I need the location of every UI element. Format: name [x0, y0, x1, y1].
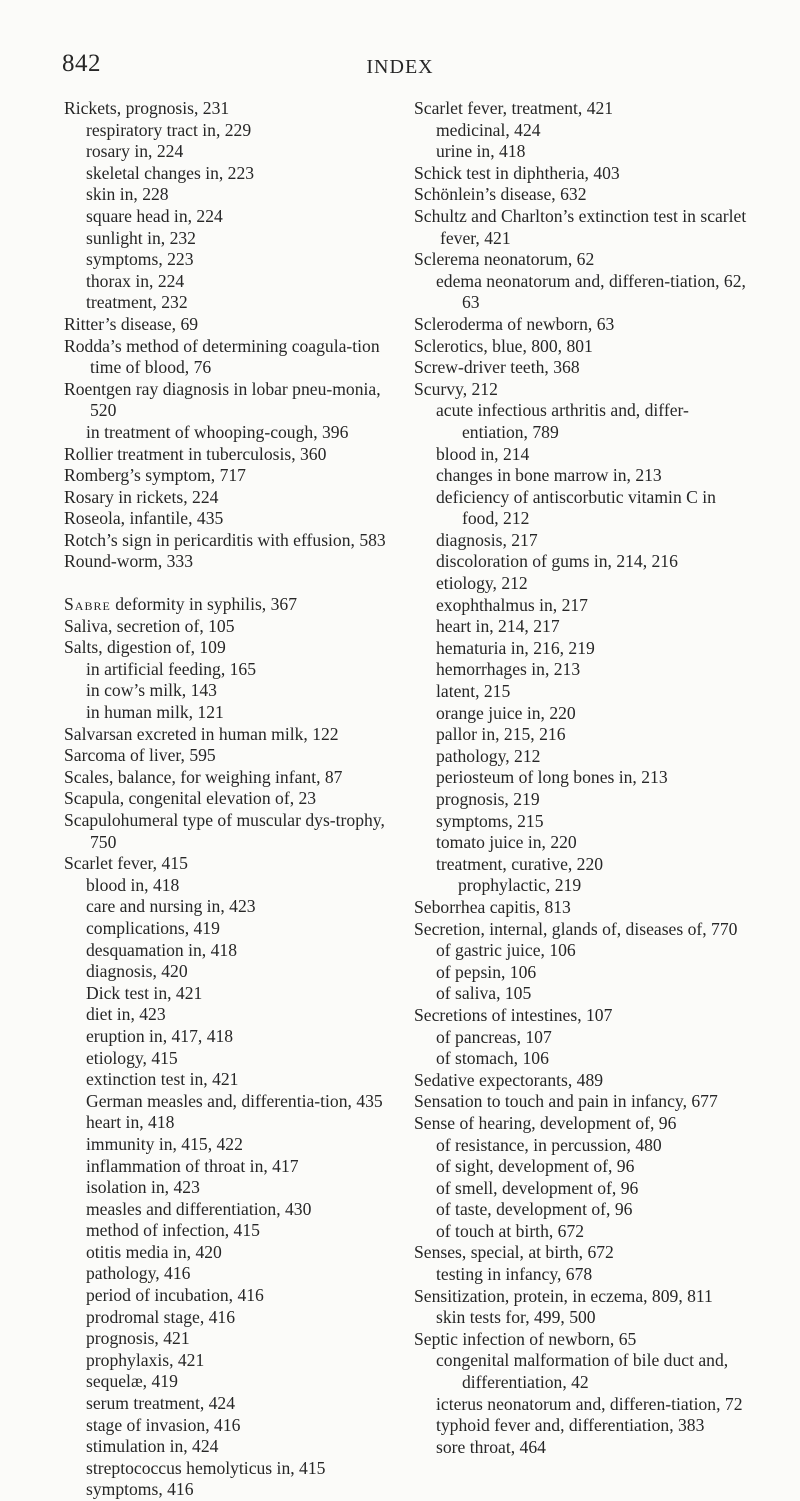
index-entry-text: deformity in syphilis, 367 — [110, 594, 297, 615]
index-entry-text: prognosis, 421 — [86, 1328, 190, 1349]
index-subentry — [64, 1350, 394, 1372]
index-subentry — [414, 1221, 752, 1243]
index-subentry — [64, 983, 394, 1005]
index-subentry — [64, 1436, 394, 1458]
index-entry-text: Seborrhea capitis, 813 — [414, 896, 571, 917]
index-subentry — [64, 875, 394, 897]
index-entry-text: hematuria in, 216, 219 — [436, 637, 595, 658]
index-subentry — [414, 1048, 752, 1070]
index-entry-text: Roentgen ray diagnosis in lobar pneu-monia, 520 — [64, 378, 381, 421]
index-entry — [64, 508, 394, 530]
index-entry — [64, 465, 394, 487]
index-entry-text: Sense of hearing, development of, 96 — [414, 1112, 677, 1133]
index-entry-text: Romberg’s symptom, 717 — [64, 465, 246, 486]
index-subentry — [414, 595, 752, 617]
index-entry — [414, 1070, 752, 1092]
index-entry — [414, 357, 752, 379]
index-entry-text: prophylactic, 219 — [458, 875, 582, 896]
index-entry-text: in artificial feeding, 165 — [86, 658, 257, 679]
index-entry-text: of smell, development of, 96 — [436, 1177, 639, 1198]
page-number: 842 — [62, 50, 101, 77]
index-entry-text: of sight, development of, 96 — [436, 1156, 635, 1177]
index-entry-text: testing in infancy, 678 — [436, 1264, 593, 1285]
index-subentry — [414, 724, 752, 746]
index-entry-text: heart in, 214, 217 — [436, 616, 560, 637]
index-entry — [64, 444, 394, 466]
index-entry-text: German measles and, differentia-tion, 435 — [86, 1090, 383, 1111]
index-subentry — [64, 1004, 394, 1026]
index-subentry — [414, 1394, 752, 1416]
index-entry-text: Sclerotics, blue, 800, 801 — [414, 335, 593, 356]
index-column-left — [64, 98, 394, 1501]
index-subentry — [414, 120, 752, 142]
index-entry-text: diagnosis, 420 — [86, 961, 188, 982]
index-subentry — [414, 616, 752, 638]
index-entry — [64, 616, 394, 638]
index-entry — [414, 897, 752, 919]
index-entry — [64, 637, 394, 659]
index-subentry — [64, 680, 394, 702]
index-entry-text: etiology, 212 — [436, 573, 528, 594]
index-entry-text: Round-worm, 333 — [64, 551, 194, 572]
index-subentry — [64, 1220, 394, 1242]
index-subentry — [414, 1350, 752, 1393]
index-entry-text: Scarlet fever, treatment, 421 — [414, 98, 614, 118]
index-entry-text: Ritter’s disease, 69 — [64, 313, 199, 334]
index-entry-text: measles and differentiation, 430 — [86, 1198, 312, 1219]
index-subentry — [414, 400, 752, 443]
index-entry — [414, 249, 752, 271]
index-entry — [64, 788, 394, 810]
index-entry-text: latent, 215 — [436, 681, 511, 702]
index-entry-text: symptoms, 215 — [436, 810, 544, 831]
index-subentry — [64, 184, 394, 206]
index-subentry — [414, 1135, 752, 1157]
index-entry-text: of pepsin, 106 — [436, 961, 537, 982]
index-entry-text: diagnosis, 217 — [436, 529, 538, 550]
index-subentry — [64, 228, 394, 250]
index-subentry — [414, 465, 752, 487]
index-entry-text: desquamation in, 418 — [86, 939, 237, 960]
index-subentry — [64, 1048, 394, 1070]
index-entry-text: hemorrhages in, 213 — [436, 659, 581, 680]
index-subentry — [64, 1263, 394, 1285]
index-entry-text: Sarcoma of liver, 595 — [64, 745, 216, 766]
index-subentry — [414, 703, 752, 725]
index-entry-text: Senses, special, at birth, 672 — [414, 1242, 614, 1263]
index-entry — [414, 1242, 752, 1264]
index-entry-text: Scleroderma of newborn, 63 — [414, 313, 615, 334]
index-entry — [64, 314, 394, 336]
index-entry-text: of touch at birth, 672 — [436, 1220, 585, 1241]
index-entry — [64, 487, 394, 509]
index-entry-text: in human milk, 121 — [86, 702, 224, 723]
index-entry — [414, 1286, 752, 1308]
index-entry-lead: Sabre — [64, 594, 111, 615]
index-entry — [414, 1113, 752, 1135]
index-entry-text: care and nursing in, 423 — [86, 896, 256, 917]
index-subentry — [64, 702, 394, 724]
index-entry-text: blood in, 214 — [436, 443, 530, 464]
index-entry-text: deficiency of antiscorbutic vitamin C in food, 212 — [436, 486, 716, 529]
index-entry-text: exophthalmus in, 217 — [436, 594, 588, 615]
index-subentry — [64, 163, 394, 185]
index-entry-text: Rickets, prognosis, 231 — [64, 98, 230, 118]
index-column-right — [414, 98, 752, 1458]
index-entry-text: respiratory tract in, 229 — [86, 119, 252, 140]
index-subentry — [414, 746, 752, 768]
index-subentry — [64, 1328, 394, 1350]
index-subentry — [414, 767, 752, 789]
index-subentry — [414, 811, 752, 833]
index-subentry — [414, 638, 752, 660]
index-entry-text: Septic infection of newborn, 65 — [414, 1328, 637, 1349]
index-subentry — [414, 875, 752, 897]
index-entry — [64, 767, 394, 789]
index-entry-text: pathology, 212 — [436, 745, 541, 766]
index-subentry — [64, 422, 394, 444]
index-entry-text: tomato juice in, 220 — [436, 832, 577, 853]
index-entry-text: of resistance, in percussion, 480 — [436, 1134, 662, 1155]
index-entry-text: sunlight in, 232 — [86, 227, 196, 248]
index-subentry — [64, 1199, 394, 1221]
index-entry-text: Sedative expectorants, 489 — [414, 1069, 604, 1090]
index-entry-text: medicinal, 424 — [436, 119, 541, 140]
index-entry-text: etiology, 415 — [86, 1047, 178, 1068]
index-entry-text: Secretion, internal, glands of, diseases of, 770 — [414, 918, 738, 939]
index-entry-text: edema neonatorum and, differen-tiation, 62, 63 — [436, 270, 746, 313]
index-entry — [414, 336, 752, 358]
index-entry-text: prophylaxis, 421 — [86, 1349, 205, 1370]
index-entry — [64, 379, 394, 422]
index-entry-text: extinction test in, 421 — [86, 1069, 239, 1090]
index-subentry — [414, 983, 752, 1005]
index-entry-text: icterus neonatorum and, differen-tiation, 72 — [436, 1393, 743, 1414]
index-entry — [414, 206, 752, 249]
index-entry-text: serum treatment, 424 — [86, 1393, 236, 1414]
index-entry-text: Rotch’s sign in pericarditis with effusion, 583 — [64, 529, 386, 550]
index-subentry — [414, 141, 752, 163]
index-subentry — [414, 271, 752, 314]
index-entry-text: blood in, 418 — [86, 874, 180, 895]
index-entry-text: heart in, 418 — [86, 1112, 175, 1133]
index-entry — [414, 163, 752, 185]
index-entry-text: Scarlet fever, 415 — [64, 853, 188, 874]
index-subentry — [64, 141, 394, 163]
index-entry-text: typhoid fever and, differentiation, 383 — [436, 1415, 705, 1436]
index-subentry — [414, 1264, 752, 1286]
index-subentry — [414, 659, 752, 681]
index-entry — [64, 530, 394, 552]
index-entry-text: streptococcus hemolyticus in, 415 — [86, 1457, 326, 1478]
index-entry-text: Dick test in, 421 — [86, 982, 203, 1003]
index-entry-text: inflammation of throat in, 417 — [86, 1155, 299, 1176]
index-entry-text: sequelæ, 419 — [86, 1371, 178, 1392]
index-subentry — [64, 1156, 394, 1178]
index-entry-text: Scales, balance, for weighing infant, 87 — [64, 766, 343, 787]
index-entry-text: method of infection, 415 — [86, 1220, 260, 1241]
index-subentry — [414, 1178, 752, 1200]
index-entry-text: Rollier treatment in tuberculosis, 360 — [64, 443, 327, 464]
index-subentry — [64, 1479, 394, 1501]
index-entry-text: of taste, development of, 96 — [436, 1199, 633, 1220]
index-subentry — [64, 1134, 394, 1156]
index-entry-text: period of incubation, 416 — [86, 1285, 264, 1306]
index-subentry — [64, 1026, 394, 1048]
index-entry-text: of gastric juice, 106 — [436, 940, 576, 961]
index-subentry — [64, 1415, 394, 1437]
index-entry-text: diet in, 423 — [86, 1004, 166, 1025]
index-entry-text: stage of invasion, 416 — [86, 1414, 241, 1435]
index-entry-text: pathology, 416 — [86, 1263, 191, 1284]
index-subentry — [64, 918, 394, 940]
index-subentry — [414, 681, 752, 703]
index-entry — [414, 314, 752, 336]
index-entry-text: Sclerema neonatorum, 62 — [414, 249, 595, 270]
index-entry-text: Schönlein’s disease, 632 — [414, 184, 587, 205]
index-subentry — [64, 271, 394, 293]
index-entry-text: urine in, 418 — [436, 141, 526, 162]
index-subentry — [64, 1393, 394, 1415]
index-subentry — [64, 1091, 394, 1113]
index-entry-text: in cow’s milk, 143 — [86, 680, 217, 701]
index-entry-text: Scapula, congenital elevation of, 23 — [64, 788, 317, 809]
index-subentry — [414, 444, 752, 466]
index-subentry — [414, 962, 752, 984]
index-entry-text: of stomach, 106 — [436, 1048, 549, 1069]
index-entry-text: of pancreas, 107 — [436, 1026, 552, 1047]
index-entry-text: Salvarsan excreted in human milk, 122 — [64, 723, 339, 744]
index-entry-text: sore throat, 464 — [436, 1436, 546, 1457]
index-entry-text: Rosary in rickets, 224 — [64, 486, 219, 507]
index-entry-text: Screw-driver teeth, 368 — [414, 357, 580, 378]
index-entry-text: skin tests for, 499, 500 — [436, 1307, 596, 1328]
index-subentry — [64, 292, 394, 314]
running-head: INDEX — [366, 56, 434, 78]
index-entry-text: eruption in, 417, 418 — [86, 1025, 234, 1046]
index-entry-text: periosteum of long bones in, 213 — [436, 767, 668, 788]
index-subentry — [64, 1458, 394, 1480]
index-subentry — [414, 1307, 752, 1329]
index-subentry — [414, 1027, 752, 1049]
index-subentry — [64, 1242, 394, 1264]
index-entry-text: Salts, digestion of, 109 — [64, 637, 226, 658]
index-entry-text: Secretions of intestines, 107 — [414, 1004, 613, 1025]
index-entry-text: symptoms, 416 — [86, 1479, 194, 1500]
index-entry-text: in treatment of whooping-cough, 396 — [86, 421, 349, 442]
index-entry — [64, 724, 394, 746]
index-subentry — [414, 1199, 752, 1221]
index-entry-text: immunity in, 415, 422 — [86, 1133, 243, 1154]
index-subentry — [414, 832, 752, 854]
index-entry — [414, 379, 752, 401]
index-entry-text: prodromal stage, 416 — [86, 1306, 236, 1327]
index-entry-text: square head in, 224 — [86, 205, 223, 226]
index-entry — [64, 853, 394, 875]
index-entry — [64, 745, 394, 767]
index-entry-text: symptoms, 223 — [86, 249, 194, 270]
index-entry-text: stimulation in, 424 — [86, 1436, 219, 1457]
index-subentry — [64, 1069, 394, 1091]
index-entry — [64, 810, 394, 853]
index-entry-text: prognosis, 219 — [436, 789, 540, 809]
index-entry-text: isolation in, 423 — [86, 1177, 200, 1198]
index-entry — [414, 1005, 752, 1027]
index-entry-text: Sensitization, protein, in eczema, 809, 811 — [414, 1285, 713, 1306]
index-subentry — [414, 1437, 752, 1459]
index-subentry — [64, 1285, 394, 1307]
index-entry — [414, 919, 752, 941]
index-entry — [414, 1329, 752, 1351]
index-subentry — [64, 1177, 394, 1199]
index-entry-text: skin in, 228 — [86, 184, 169, 205]
index-subentry — [64, 120, 394, 142]
index-subentry — [64, 206, 394, 228]
index-entry-text: orange juice in, 220 — [436, 702, 576, 723]
index-entry — [64, 551, 394, 573]
index-entry — [414, 184, 752, 206]
index-entry — [414, 1091, 752, 1113]
index-entry-text: acute infectious arthritis and, differ-entiation, 789 — [436, 400, 689, 442]
index-entry — [414, 98, 752, 120]
index-entry-text: Scapulohumeral type of muscular dys-trophy, 750 — [64, 810, 385, 852]
index-entry-text: congenital malformation of bile duct and, differentiation, 42 — [436, 1350, 729, 1393]
index-entry-text: otitis media in, 420 — [86, 1241, 222, 1262]
index-subentry — [64, 940, 394, 962]
index-subentry — [64, 1307, 394, 1329]
index-subentry — [64, 249, 394, 271]
index-entry-text: Roseola, infantile, 435 — [64, 508, 224, 529]
index-entry-text: thorax in, 224 — [86, 270, 185, 291]
index-subentry — [414, 1415, 752, 1437]
index-subentry — [64, 1371, 394, 1393]
index-subentry — [414, 789, 752, 811]
index-entry-text: Rodda’s method of determining coagula-tion time of blood, 76 — [64, 335, 380, 378]
index-subentry — [64, 1112, 394, 1134]
index-entry-text: of saliva, 105 — [436, 983, 532, 1004]
index-entry — [64, 336, 394, 379]
index-entry-text: Scurvy, 212 — [414, 378, 498, 399]
index-entry-text: treatment, 232 — [86, 292, 188, 313]
index-subentry — [414, 530, 752, 552]
index-entry-text: skeletal changes in, 223 — [86, 162, 255, 183]
index-subentry — [414, 487, 752, 530]
index-entry-text: Schultz and Charlton’s extinction test in scarlet fever, 421 — [414, 205, 747, 248]
index-subentry — [414, 573, 752, 595]
index-subentry — [414, 940, 752, 962]
index-entry-text: Sensation to touch and pain in infancy, 677 — [414, 1091, 718, 1112]
index-subentry — [64, 961, 394, 983]
index-entry-text: discoloration of gums in, 214, 216 — [436, 551, 678, 572]
index-entry-text: Schick test in diphtheria, 403 — [414, 162, 620, 183]
index-subentry — [414, 1156, 752, 1178]
index-entry — [64, 98, 394, 120]
index-entry-text: treatment, curative, 220 — [436, 853, 604, 874]
index-subentry — [64, 896, 394, 918]
index-entry-text: rosary in, 224 — [86, 141, 184, 162]
index-entry-text: changes in bone marrow in, 213 — [436, 465, 662, 486]
index-subentry — [414, 551, 752, 573]
index-subentry — [414, 854, 752, 876]
index-entry-text: Saliva, secretion of, 105 — [64, 615, 235, 636]
index-entry-text: pallor in, 215, 216 — [436, 724, 566, 745]
index-entry — [64, 594, 394, 616]
index-subentry — [64, 659, 394, 681]
index-entry-text: complications, 419 — [86, 917, 220, 938]
